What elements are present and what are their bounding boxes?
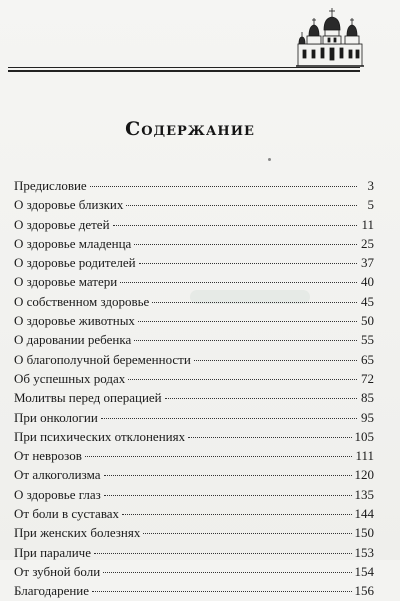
toc-entry-page-number: 5	[367, 197, 374, 213]
toc-entry	[14, 330, 374, 349]
toc-entry-title: О здоровье детей	[14, 216, 110, 232]
toc-entry	[14, 253, 374, 272]
toc-entry	[14, 272, 374, 291]
toc-entry-page-number: 105	[354, 428, 374, 444]
header-rule-thick	[8, 70, 360, 72]
toc-entry	[14, 176, 374, 195]
toc-entry-title: От боли в суставах	[14, 506, 120, 522]
toc-entry-title: Благодарение	[14, 583, 90, 599]
toc-entry-title: От зубной боли	[14, 563, 101, 579]
toc-dot-leader	[165, 398, 357, 399]
toc-entry	[14, 408, 374, 427]
toc-entry	[14, 215, 374, 234]
toc-entry-page-number: 65	[361, 351, 374, 367]
toc-dot-leader	[101, 418, 357, 419]
toc-entry-title: О здоровье родителей	[14, 255, 136, 271]
toc-entry	[14, 369, 374, 388]
toc-dot-leader	[134, 340, 357, 341]
toc-entry-page-number: 150	[354, 525, 374, 541]
toc-entry-title: Молитвы перед операцией	[14, 390, 162, 406]
toc-entry-title: О здоровье глаз	[14, 486, 101, 502]
toc-dot-leader	[122, 514, 351, 515]
toc-entry-page-number: 95	[361, 409, 374, 425]
toc-dot-leader	[134, 244, 357, 245]
toc-dot-leader	[152, 302, 357, 303]
toc-entry-page-number: 50	[361, 313, 374, 329]
toc-entry-title: О здоровье младенца	[14, 235, 132, 251]
table-of-contents	[14, 176, 374, 601]
toc-entry-page-number: 11	[361, 216, 374, 232]
toc-dot-leader	[126, 205, 357, 206]
toc-entry-title: О здоровье животных	[14, 313, 135, 329]
toc-dot-leader	[113, 225, 357, 226]
toc-entry-page-number: 144	[354, 506, 374, 522]
toc-entry	[14, 292, 374, 311]
toc-entry	[14, 427, 374, 446]
print-speck	[268, 158, 271, 161]
toc-entry-page-number: 111	[355, 448, 374, 464]
toc-entry-title: О собственном здоровье	[14, 293, 150, 309]
page-title: Содержание	[125, 118, 255, 140]
toc-dot-leader	[103, 572, 351, 573]
church-domes-icon	[294, 6, 366, 70]
toc-dot-leader	[94, 553, 352, 554]
toc-entry	[14, 465, 374, 484]
toc-dot-leader	[139, 263, 357, 264]
toc-entry-page-number: 85	[361, 390, 374, 406]
toc-entry	[14, 581, 374, 600]
toc-entry	[14, 234, 374, 253]
toc-entry-title: При онкологии	[14, 409, 98, 425]
toc-entry	[14, 195, 374, 214]
toc-entry	[14, 504, 374, 523]
toc-dot-leader	[143, 533, 351, 534]
toc-entry	[14, 523, 374, 542]
toc-entry-title: О здоровье матери	[14, 274, 118, 290]
toc-entry	[14, 543, 374, 562]
toc-dot-leader	[138, 321, 357, 322]
toc-dot-leader	[104, 495, 352, 496]
toc-entry	[14, 388, 374, 407]
toc-dot-leader	[92, 591, 351, 592]
toc-entry-title: От алкоголизма	[14, 467, 101, 483]
toc-entry-title: О здоровье близких	[14, 197, 124, 213]
toc-entry-page-number: 37	[361, 255, 374, 271]
toc-entry-page-number: 153	[354, 544, 374, 560]
toc-entry-page-number: 45	[361, 293, 374, 309]
toc-entry-page-number: 3	[367, 178, 374, 193]
toc-dot-leader	[90, 186, 357, 187]
toc-entry-page-number: 156	[354, 583, 374, 599]
toc-entry-title: О даровании ребенка	[14, 332, 132, 348]
toc-entry-title: Предисловие	[14, 178, 87, 193]
toc-entry-page-number: 135	[354, 486, 374, 502]
toc-dot-leader	[104, 475, 352, 476]
header-rule-thin	[8, 67, 360, 68]
toc-entry-page-number: 40	[361, 274, 374, 290]
toc-dot-leader	[120, 282, 357, 283]
toc-entry-page-number: 25	[361, 235, 374, 251]
toc-entry	[14, 485, 374, 504]
toc-dot-leader	[188, 437, 351, 438]
toc-entry-title: О благополучной беременности	[14, 351, 191, 367]
toc-entry-title: При психических отклонениях	[14, 428, 186, 444]
toc-entry	[14, 311, 374, 330]
toc-entry-title: Об успешных родах	[14, 370, 126, 386]
toc-dot-leader	[128, 379, 357, 380]
toc-entry	[14, 350, 374, 369]
toc-entry-title: При женских болезнях	[14, 525, 141, 541]
toc-dot-leader	[194, 360, 357, 361]
toc-entry-page-number: 72	[361, 370, 374, 386]
toc-entry-page-number: 154	[354, 563, 374, 579]
toc-entry-title: От неврозов	[14, 448, 82, 464]
toc-entry-page-number: 120	[354, 467, 374, 483]
toc-entry-title: При параличе	[14, 544, 91, 560]
toc-entry-page-number: 55	[361, 332, 374, 348]
toc-dot-leader	[85, 456, 353, 457]
toc-entry	[14, 562, 374, 581]
toc-entry	[14, 446, 374, 465]
